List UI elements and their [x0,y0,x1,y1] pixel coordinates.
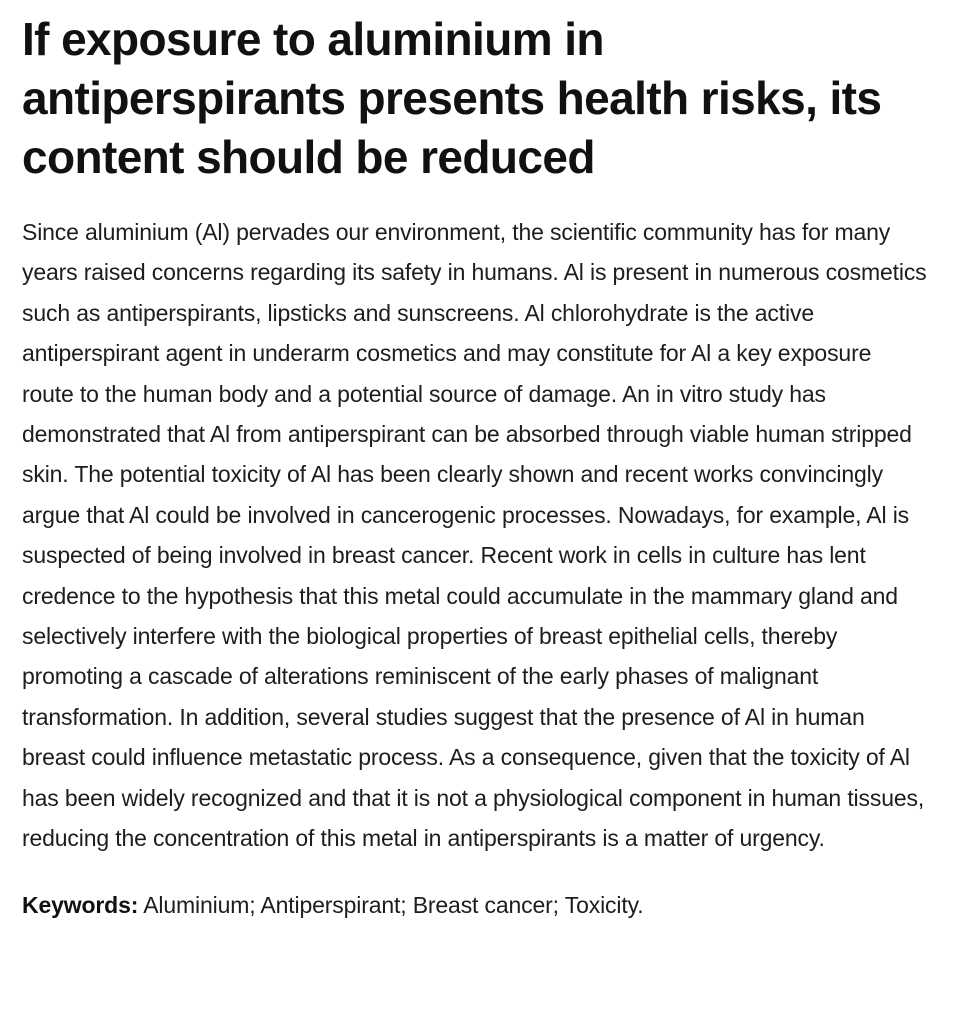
article [22,10,942,925]
keywords-value: Aluminium; Antiperspirant; Breast cancer; Toxicity. [138,891,644,918]
keywords-line [22,885,942,925]
abstract-text: Since aluminium (Al) pervades our environment, the scientific community has for many years raised concerns regarding its safety in humans. Al is present in numerous cosmetics such as antiperspirants, lipsticks and sunscreens. Al chlorohydrate is the active antiperspirant agent in underarm cosmetics and may constitute for Al a key exposure route to the human body and a potential source of damage. An in vitro study has demonstrated that Al from antiperspirant can be absorbed through viable human stripped skin. The potential toxicity of Al has been clearly shown and recent works convincingly argue that Al could be involved in cancerogenic processes. Nowadays, for example, Al is suspected of being involved in breast cancer. Recent work in cells in culture has lent credence to the hypothesis that this metal could accumulate in the mammary gland and selectively interfere with the biological properties of breast epithelial cells, thereby promoting a cascade of alterations reminiscent of the early phases of malignant transformation. In addition, several studies suggest that the presence of Al in human breast could influence metastatic process. As a consequence, given that the toxicity of Al has been widely recognized and that it is not a physiological component in human tissues, reducing the concentration of this metal in antiperspirants is a matter of urgency. [22,219,927,852]
keywords-label: Keywords: [22,891,139,918]
article-title: If exposure to aluminium in antiperspirants presents health risks, its content should be reduced [22,13,882,183]
